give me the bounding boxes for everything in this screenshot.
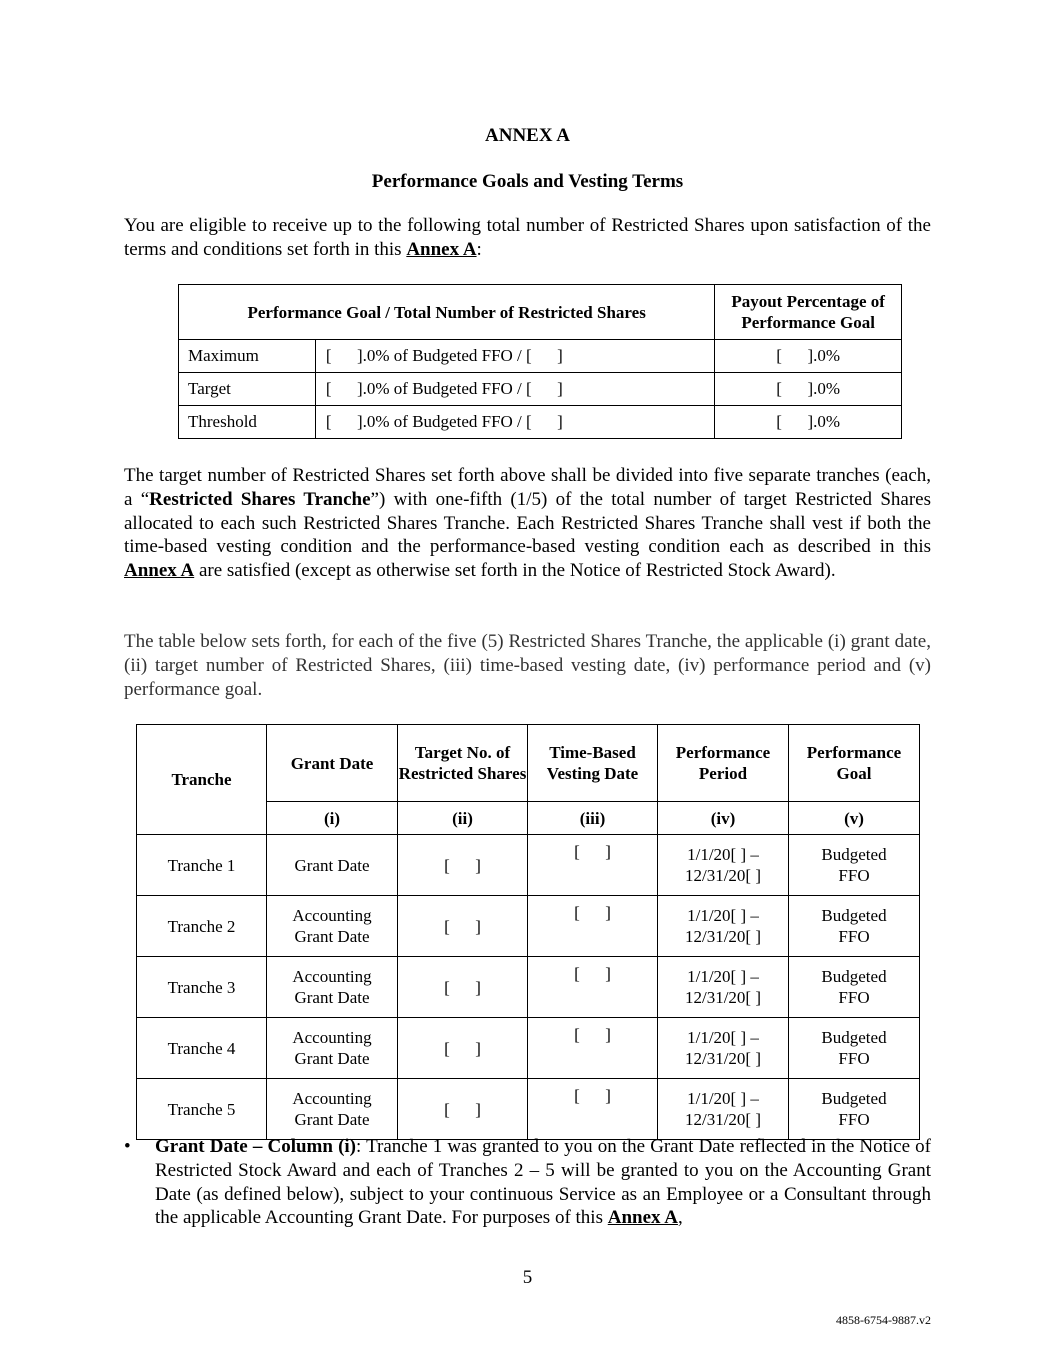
table-row bbox=[137, 957, 920, 1018]
grant-date-header: Grant Date bbox=[267, 725, 398, 802]
grant-date-cell bbox=[267, 896, 398, 957]
tranche-cell: Tranche 4 bbox=[137, 1018, 267, 1079]
goal-row-label: Maximum bbox=[179, 340, 316, 373]
vesting-cell: [ ] bbox=[528, 1079, 658, 1140]
period-cell bbox=[658, 1018, 789, 1079]
bullet-text-end: , bbox=[677, 1207, 683, 1229]
period-end: 12/31/20[ ] bbox=[684, 1110, 762, 1129]
tranche-table bbox=[136, 724, 920, 1140]
table-row bbox=[179, 373, 902, 406]
annex-a-reference: Annex A bbox=[124, 560, 195, 582]
period-start: 1/1/20[ ] – bbox=[687, 906, 759, 925]
goal-row-label: Target bbox=[179, 373, 316, 406]
period-start: 1/1/20[ ] – bbox=[687, 967, 759, 986]
goal-header: Performance Goal / Total Number of Restricted Shares bbox=[179, 285, 715, 340]
goal-line: FFO bbox=[838, 866, 870, 885]
goal-cell bbox=[789, 1079, 920, 1140]
target-cell: [ ] bbox=[398, 1079, 528, 1140]
goal-line: FFO bbox=[838, 1110, 870, 1129]
tranche-cell: Tranche 3 bbox=[137, 957, 267, 1018]
grant-date-bullet bbox=[155, 1135, 931, 1230]
restricted-shares-tranche-term: Restricted Shares Tranche bbox=[149, 488, 371, 510]
column-numeral: (iii) bbox=[528, 802, 658, 835]
grant-date-line: Accounting bbox=[292, 906, 372, 925]
goal-cell bbox=[789, 1018, 920, 1079]
column-numeral: (ii) bbox=[398, 802, 528, 835]
goal-line: FFO bbox=[838, 988, 870, 1007]
annex-a-reference: Annex A bbox=[607, 1207, 678, 1229]
vesting-cell: [ ] bbox=[528, 835, 658, 896]
table-row bbox=[137, 835, 920, 896]
period-start: 1/1/20[ ] – bbox=[687, 1089, 759, 1108]
column-numeral: (iv) bbox=[658, 802, 789, 835]
document-id: 4858-6754-9887.v2 bbox=[836, 1313, 931, 1327]
tranche-paragraph bbox=[124, 464, 931, 583]
goal-line: Budgeted bbox=[821, 1028, 887, 1047]
annex-heading: ANNEX A bbox=[485, 125, 570, 146]
goal-line: Budgeted bbox=[821, 906, 887, 925]
bullet-text: : Tranche 1 was granted to you on the Grant Date reflected in the Notice of Restricted Stock Award and each of Tranches 2 – 5 will be granted to you on the Accounting Grant Date (as defined below), subject to your continuous Service as an Employee or a Consultant through the applicable Accounting Grant Date. For purposes of this bbox=[155, 1136, 932, 1229]
tranche-header: Tranche bbox=[137, 725, 267, 835]
goal-line: Budgeted bbox=[821, 1089, 887, 1108]
table-row bbox=[137, 1079, 920, 1140]
goal-row-label: Threshold bbox=[179, 406, 316, 439]
performance-goal-header: Performance Goal bbox=[789, 725, 920, 802]
grant-date-line: Grant Date bbox=[294, 1049, 370, 1068]
performance-period-header: Performance Period bbox=[658, 725, 789, 802]
intro-text-end: : bbox=[476, 238, 482, 260]
target-cell: [ ] bbox=[398, 835, 528, 896]
vesting-cell: [ ] bbox=[528, 957, 658, 1018]
period-end: 12/31/20[ ] bbox=[684, 866, 762, 885]
table-row bbox=[179, 406, 902, 439]
grant-date-line: Grant Date bbox=[294, 927, 370, 946]
vesting-date-header: Time-Based Vesting Date bbox=[528, 725, 658, 802]
goal-line: FFO bbox=[838, 1049, 870, 1068]
period-end: 12/31/20[ ] bbox=[684, 988, 762, 1007]
period-end: 12/31/20[ ] bbox=[684, 927, 762, 946]
intro-text: You are eligible to receive up to the following total number of Restricted Shares upon satisfaction of the terms and conditions set forth in this bbox=[124, 215, 931, 260]
annex-a-reference: Annex A bbox=[406, 238, 477, 260]
goal-row-value: [ ].0% of Budgeted FFO / [ ] bbox=[315, 373, 714, 406]
payout-header: Payout Percentage of Performance Goal bbox=[715, 285, 902, 340]
column-numeral: (v) bbox=[789, 802, 920, 835]
grant-date-cell bbox=[267, 1018, 398, 1079]
table-row bbox=[179, 340, 902, 373]
grant-date-line: Grant Date bbox=[294, 988, 370, 1007]
goal-row-value: [ ].0% of Budgeted FFO / [ ] bbox=[315, 340, 714, 373]
bullet-term: Grant Date – Column (i) bbox=[155, 1136, 357, 1157]
tranche-text: ”) with one-fifth (1/5) of the total number of target Restricted Shares allocated to each such Restricted Shares Tranche. Each Restricted Shares Tranche shall vest if both the time-based vesting condition and the performance-based vesting condition each as described in this bbox=[124, 488, 931, 558]
period-cell bbox=[658, 957, 789, 1018]
period-cell bbox=[658, 835, 789, 896]
goal-line: FFO bbox=[838, 927, 870, 946]
grant-date-cell bbox=[267, 957, 398, 1018]
tranche-text: The target number of Restricted Shares set forth above shall be divided into five separate tranches (each, a “ bbox=[124, 465, 931, 510]
goal-line: Budgeted bbox=[821, 967, 887, 986]
tranche-cell: Tranche 5 bbox=[137, 1079, 267, 1140]
intro-paragraph bbox=[124, 214, 931, 262]
period-start: 1/1/20[ ] – bbox=[687, 845, 759, 864]
grant-date-line: Accounting bbox=[292, 1028, 372, 1047]
tranche-text: are satisfied (except as otherwise set forth in the Notice of Restricted Stock Award). bbox=[194, 560, 836, 582]
performance-goal-table bbox=[178, 284, 902, 439]
grant-date-line: Accounting bbox=[292, 1089, 372, 1108]
goal-line: Budgeted bbox=[821, 845, 887, 864]
period-end: 12/31/20[ ] bbox=[684, 1049, 762, 1068]
annex-subheading: Performance Goals and Vesting Terms bbox=[371, 171, 684, 192]
goal-cell bbox=[789, 835, 920, 896]
period-cell bbox=[658, 1079, 789, 1140]
bullet-icon: • bbox=[124, 1136, 131, 1157]
tranche-cell: Tranche 2 bbox=[137, 896, 267, 957]
goal-row-payout: [ ].0% bbox=[715, 340, 902, 373]
grant-date-line: Grant Date bbox=[294, 855, 370, 875]
grant-date-cell bbox=[267, 1079, 398, 1140]
column-numeral: (i) bbox=[267, 802, 398, 835]
period-start: 1/1/20[ ] – bbox=[687, 1028, 759, 1047]
page-number: 5 bbox=[522, 1267, 533, 1288]
table-row bbox=[137, 896, 920, 957]
target-cell: [ ] bbox=[398, 1018, 528, 1079]
table-intro-paragraph: The table below sets forth, for each of the five (5) Restricted Shares Tranche, the applicable (i) grant date, (ii) target number of Restricted Shares, (iii) time-based vesting date, (iv) performance period and (v) performance goal. bbox=[124, 631, 931, 700]
target-shares-header: Target No. of Restricted Shares bbox=[398, 725, 528, 802]
grant-date-line: Grant Date bbox=[294, 1110, 370, 1129]
target-cell: [ ] bbox=[398, 957, 528, 1018]
target-cell: [ ] bbox=[398, 896, 528, 957]
vesting-cell: [ ] bbox=[528, 1018, 658, 1079]
vesting-cell: [ ] bbox=[528, 896, 658, 957]
goal-row-value: [ ].0% of Budgeted FFO / [ ] bbox=[315, 406, 714, 439]
goal-cell bbox=[789, 896, 920, 957]
tranche-cell: Tranche 1 bbox=[137, 835, 267, 896]
goal-row-payout: [ ].0% bbox=[715, 406, 902, 439]
period-cell bbox=[658, 896, 789, 957]
grant-date-cell bbox=[267, 835, 398, 896]
grant-date-line: Accounting bbox=[292, 967, 372, 986]
table-row bbox=[137, 1018, 920, 1079]
goal-cell bbox=[789, 957, 920, 1018]
goal-row-payout: [ ].0% bbox=[715, 373, 902, 406]
